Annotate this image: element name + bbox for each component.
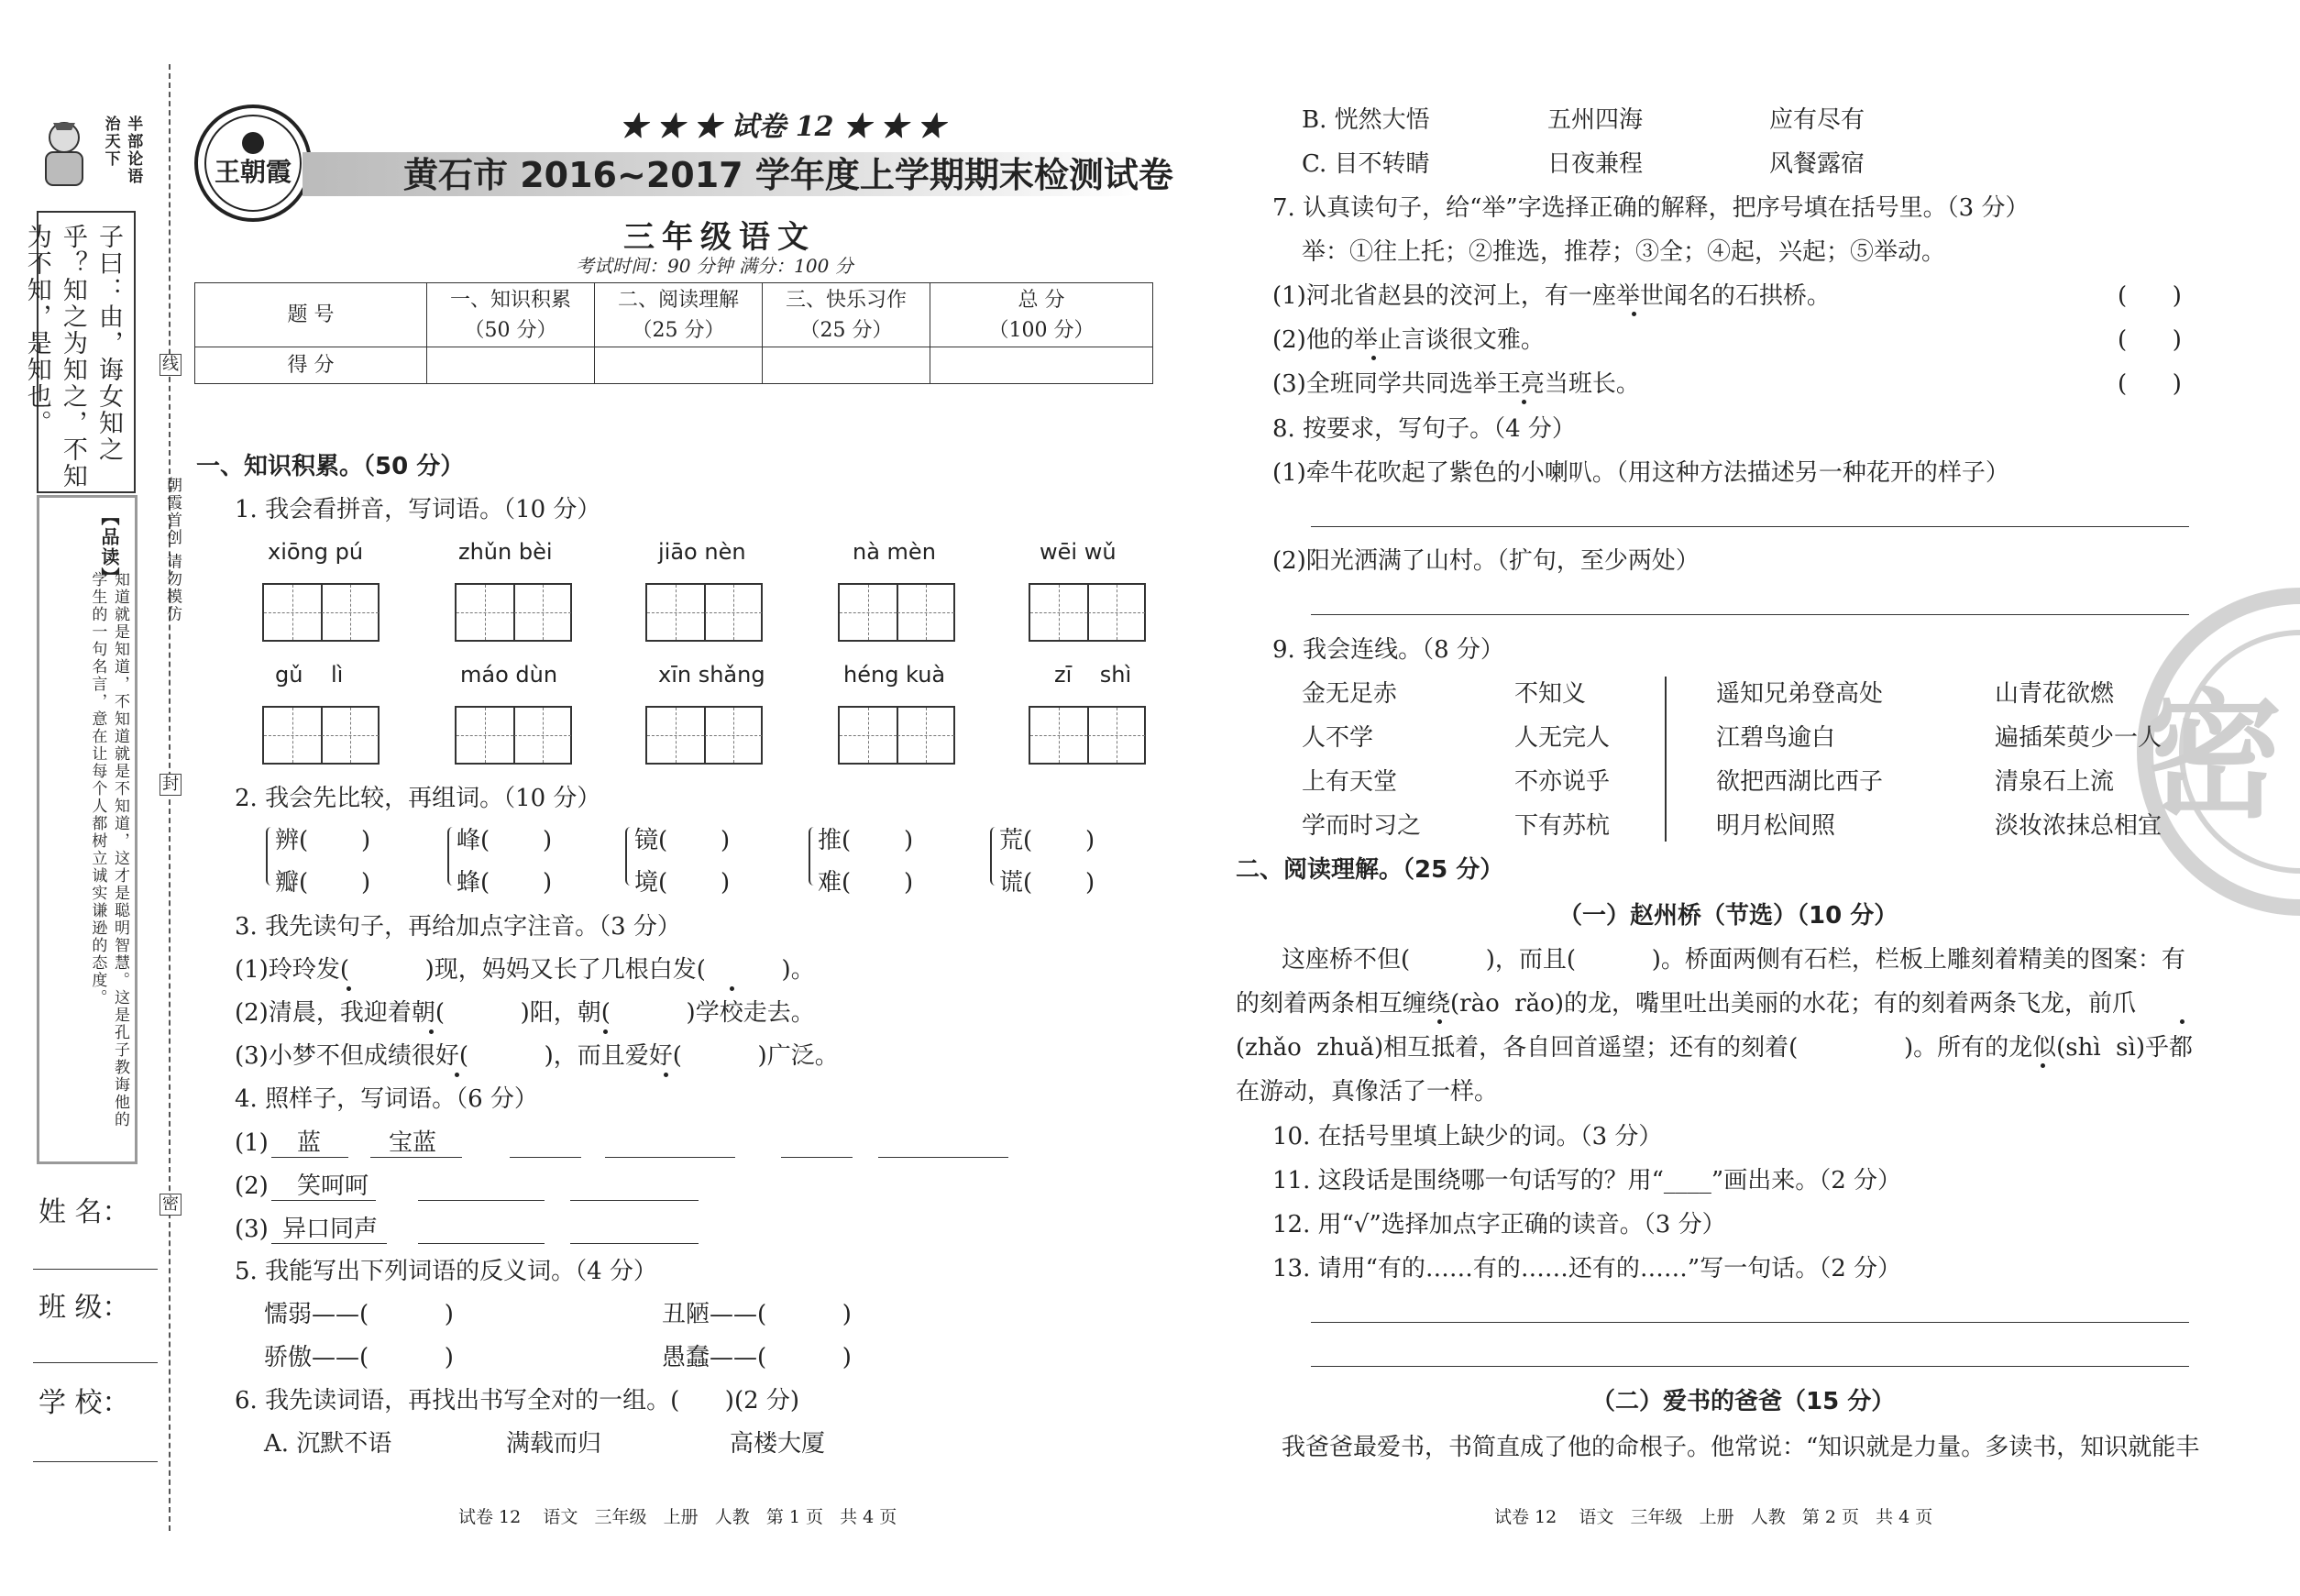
q13-answer-line-2[interactable] xyxy=(1311,1366,2189,1367)
q9-right-b-3: 清泉石上流 xyxy=(1995,768,2115,796)
writing-grid[interactable] xyxy=(455,706,572,765)
cut-mark-line: 线 xyxy=(160,354,182,376)
q4-answer-line[interactable] xyxy=(570,1243,699,1244)
q4-answer-line[interactable] xyxy=(781,1157,853,1158)
reading-text: 知道就是知道，不知道就是不知道，这才是聪明智慧。这是孔子教诲他的学生的一句名言，意在让每个人都树立诚实谦逊的态度。 xyxy=(88,571,129,1128)
q4-line xyxy=(271,1200,376,1201)
q9-left-b-1: 不知义 xyxy=(1514,680,1587,708)
q7-answer-2[interactable]: ( ) xyxy=(2118,326,2182,354)
writing-grid[interactable] xyxy=(1029,706,1146,765)
paper-number: ★ ★ ★ 试卷 12 ★ ★ ★ xyxy=(620,111,945,143)
q8-item-1: (1)牵牛花吹起了紫色的小喇叭。（用这种方法描述另一种花开的样子） xyxy=(1272,459,2009,487)
q2-pair-3a: 镜( ) xyxy=(634,827,731,854)
motto-badge-box xyxy=(33,112,145,204)
reading-2-line-1: 我爸爸最爱书，书简直成了他的命根子。他常说：“知识就是力量。多读书，知识就能丰 xyxy=(1282,1434,2200,1461)
q7-item-3: (3)全班同学共同选举王亮当班长。 xyxy=(1272,370,1640,398)
pinyin-3: jiāo nèn xyxy=(658,539,746,565)
q4-example-3: 笑呵呵 xyxy=(297,1172,369,1200)
q9-divider xyxy=(1665,677,1667,842)
q3-item-2: (2)清晨，我迎着朝( )阳，朝( )学校走去。 xyxy=(235,999,815,1027)
q4-prompt: 4. 照样子，写词语。（6 分） xyxy=(235,1085,538,1113)
score-col-sec3: 三、快乐习作 （25 分） xyxy=(763,283,930,347)
score-cell[interactable] xyxy=(595,347,763,384)
emphasis-dot xyxy=(664,1073,668,1077)
cut-mark-secret: 密 xyxy=(160,1194,182,1216)
q3-item-3: (3)小梦不但成绩很好( )，而且爱好( )广泛。 xyxy=(235,1042,839,1070)
score-row-label: 得 分 xyxy=(195,347,427,384)
q2-pair-2a: 峰( ) xyxy=(457,827,553,854)
score-col-sec2: 二、阅读理解 （25 分） xyxy=(595,283,763,347)
emphasis-dot xyxy=(2180,1019,2184,1024)
reading-2-title: （二）爱书的爸爸（15 分） xyxy=(1591,1388,1896,1415)
pinyin-2: zhǔn bèi xyxy=(458,539,553,565)
q9-left-a-3: 上有天堂 xyxy=(1302,768,1398,796)
emphasis-dot xyxy=(1371,356,1376,360)
exam-title: 黄石市 2016~2017 学年度上学期期末检测试卷 xyxy=(403,155,1173,195)
score-col-header: 题 号 xyxy=(195,283,427,347)
watermark-seal xyxy=(2026,587,2300,917)
exam-info: 考试时间：90 分钟 满分：100 分 xyxy=(576,255,853,277)
q2-pair-1a: 辨( ) xyxy=(275,827,371,854)
q9-left-a-4: 学而时习之 xyxy=(1302,812,1422,840)
q2-pair-4b: 难( ) xyxy=(818,869,914,897)
score-cell[interactable] xyxy=(763,347,930,384)
q9-right-a-4: 明月松间照 xyxy=(1716,812,1836,840)
q2-pair-5a: 荒( ) xyxy=(999,827,1095,854)
q6-prompt: 6. 我先读词语，再找出书写全对的一组。( )(2 分) xyxy=(235,1387,800,1414)
q9-right-b-2: 遍插茱萸少一人 xyxy=(1995,724,2162,752)
q9-left-a-2: 人不学 xyxy=(1302,724,1374,752)
brace xyxy=(266,827,275,886)
emphasis-dot xyxy=(603,1029,608,1034)
q11-prompt: 11. 这段话是围绕哪一句话写的？用“____”画出来。（2 分） xyxy=(1272,1167,1902,1194)
motto-badge: 半部论语 治天下 xyxy=(101,116,143,185)
q6-option-b-2: 五州四海 xyxy=(1547,106,1644,134)
q7-item-1: (1)河北省赵县的洨河上，有一座举世闻名的石拱桥。 xyxy=(1272,282,1831,310)
q2-pair-3b: 境( ) xyxy=(634,869,731,897)
section-1-heading: 一、知识积累。（50 分） xyxy=(196,453,465,480)
pinyin-1: xiōng pú xyxy=(268,539,364,565)
class-field[interactable] xyxy=(33,1362,158,1363)
q2-pair-5b: 谎( ) xyxy=(999,869,1095,897)
emphasis-dot xyxy=(455,1073,459,1077)
pinyin-7: máo dùn xyxy=(460,662,558,688)
emphasis-dot xyxy=(1437,1019,1442,1024)
q4-answer-line[interactable] xyxy=(605,1157,735,1158)
score-col-total: 总 分 （100 分） xyxy=(930,283,1153,347)
reading-1-title: （一）赵州桥（节选）（10 分） xyxy=(1558,902,1898,930)
name-field[interactable] xyxy=(33,1269,158,1270)
q13-answer-line-1[interactable] xyxy=(1311,1322,2189,1323)
q7-definitions: 举：①往上托；②推选，推荐；③全；④起，兴起；⑤举动。 xyxy=(1302,238,1946,266)
q4-line xyxy=(370,1157,462,1158)
quote-text: 子曰：由，诲女知之乎？知之为知之，不知为不知，是知也。 xyxy=(22,224,123,490)
q5-item-1: 懦弱——( ) xyxy=(264,1301,454,1328)
brand-logo-text: 王朝霞 xyxy=(215,157,292,187)
q2-pair-4a: 推( ) xyxy=(818,827,914,854)
brace xyxy=(990,827,999,886)
emphasis-dot xyxy=(730,986,734,991)
q4-answer-line[interactable] xyxy=(418,1243,545,1244)
q8-item-2: (2)阳光洒满了山村。（扩句，至少两处） xyxy=(1272,547,1700,575)
pinyin-9: héng kuà xyxy=(843,662,946,688)
copyright-note: 朝霞首创 请勿模仿 xyxy=(163,477,182,623)
class-label: 班 级： xyxy=(39,1292,130,1324)
q9-prompt: 9. 我会连线。（8 分） xyxy=(1272,636,1504,664)
right-footer: 试卷 12 语文 三年级 上册 人教 第 2 页 共 4 页 xyxy=(1494,1507,1933,1527)
q9-left-a-1: 金无足赤 xyxy=(1302,680,1398,708)
q2-prompt: 2. 我会先比较，再组词。（10 分） xyxy=(235,785,601,812)
q4-example-4: 异口同声 xyxy=(282,1216,379,1243)
q5-prompt: 5. 我能写出下列词语的反义词。（4 分） xyxy=(235,1258,657,1285)
writing-grid[interactable] xyxy=(1029,583,1146,642)
q13-prompt: 13. 请用“有的……有的……还有的……”写一句话。（2 分） xyxy=(1272,1255,1902,1282)
brace xyxy=(625,827,634,886)
q5-item-4: 愚蠢——( ) xyxy=(662,1344,852,1371)
quote-box xyxy=(22,211,136,493)
watermark-seal-glyph: 密 xyxy=(2145,676,2283,837)
q6-option-c-2: 日夜兼程 xyxy=(1547,150,1644,178)
q1-prompt: 1. 我会看拼音，写词语。（10 分） xyxy=(235,496,601,523)
q9-left-b-2: 人无完人 xyxy=(1514,724,1611,752)
q4-example-1: 蓝 xyxy=(297,1129,322,1157)
q4-answer-line[interactable] xyxy=(570,1200,699,1201)
section-2-heading: 二、阅读理解。（25 分） xyxy=(1236,856,1504,884)
subject-title: 三年级语文 xyxy=(623,219,816,256)
q9-left-b-4: 下有苏杭 xyxy=(1514,812,1611,840)
reading-box xyxy=(37,495,138,1164)
q4-answer-line[interactable] xyxy=(878,1157,1008,1158)
brace xyxy=(447,827,457,886)
writing-grid[interactable] xyxy=(645,583,763,642)
q9-right-a-1: 遥知兄弟登高处 xyxy=(1716,680,1884,708)
q5-item-2: 丑陋——( ) xyxy=(662,1301,852,1328)
fold-line xyxy=(169,64,171,1531)
q7-answer-1[interactable]: ( ) xyxy=(2118,282,2182,310)
score-col-sec1: 一、知识积累 （50 分） xyxy=(427,283,595,347)
brand-logo xyxy=(193,103,314,224)
writing-grid[interactable] xyxy=(838,706,955,765)
brace xyxy=(809,827,818,886)
q4-item-3: (3) xyxy=(235,1216,269,1243)
q4-item-1: (1) xyxy=(235,1129,269,1157)
pinyin-4: nà mèn xyxy=(853,539,936,565)
q2-pair-2b: 蜂( ) xyxy=(457,869,553,897)
q6-option-a-3: 高楼大厦 xyxy=(730,1430,826,1458)
q8-answer-line-1[interactable] xyxy=(1311,526,2189,527)
score-cell[interactable] xyxy=(930,347,1153,384)
q6-option-c-3: 风餐露宿 xyxy=(1769,150,1865,178)
confucius-avatar xyxy=(37,117,92,191)
score-cell[interactable] xyxy=(427,347,595,384)
q10-prompt: 10. 在括号里填上缺少的词。（3 分） xyxy=(1272,1123,1663,1150)
name-label: 姓 名： xyxy=(39,1196,130,1228)
q4-answer-line[interactable] xyxy=(418,1200,545,1201)
q9-right-a-3: 欲把西湖比西子 xyxy=(1716,768,1884,796)
reading-1-line-4: 在游动，真像活了一样。 xyxy=(1236,1078,1499,1106)
q9-left-b-3: 不亦说乎 xyxy=(1514,768,1611,796)
writing-grid[interactable] xyxy=(262,706,380,765)
emphasis-dot xyxy=(1632,312,1636,316)
q4-line xyxy=(271,1157,348,1158)
q7-answer-3[interactable]: ( ) xyxy=(2118,370,2182,398)
q4-example-2: 宝蓝 xyxy=(389,1129,437,1157)
q4-answer-line[interactable] xyxy=(510,1157,581,1158)
q6-option-b-3: 应有尽有 xyxy=(1769,106,1865,134)
q3-item-1: (1)玲玲发( )现，妈妈又长了几根白发( )。 xyxy=(235,956,815,984)
q3-prompt: 3. 我先读句子，再给加点字注音。（3 分） xyxy=(235,913,681,941)
q9-right-b-4: 淡妆浓抹总相宜 xyxy=(1995,812,2162,840)
reading-1-line-3: (zhǎo zhuǎ)相互抵着，各自回首遥望；还有的刻着( )。所有的龙似(shì sì)乎都 xyxy=(1236,1034,2193,1062)
reading-label: 【品读】 xyxy=(98,507,120,588)
q12-prompt: 12. 用“√”选择加点字正确的读音。（3 分） xyxy=(1272,1211,1726,1238)
emphasis-dot xyxy=(347,986,351,991)
pinyin-6: gǔ lì xyxy=(275,662,344,688)
cut-mark-seal: 封 xyxy=(160,774,182,796)
school-field[interactable] xyxy=(33,1461,158,1462)
q6-option-a-2: 满载而归 xyxy=(506,1430,602,1458)
writing-grid[interactable] xyxy=(645,706,763,765)
left-footer: 试卷 12 语文 三年级 上册 人教 第 1 页 共 4 页 xyxy=(458,1507,897,1527)
reading-1-line-1: 这座桥不但( )，而且( )。桥面两侧有石栏，栏板上雕刻着精美的图案：有 xyxy=(1282,946,2185,974)
q4-line xyxy=(271,1243,387,1244)
score-table xyxy=(194,282,1153,384)
emphasis-dot xyxy=(2041,1063,2045,1068)
q9-right-b-1: 山青花欲燃 xyxy=(1995,680,2115,708)
q6-option-c-1: C. 目不转睛 xyxy=(1302,150,1430,178)
q8-prompt: 8. 按要求，写句子。（4 分） xyxy=(1272,415,1576,443)
reading-1-line-2: 的刻着两条相互缠绕(rào rǎo)的龙，嘴里吐出美丽的水花；有的刻着两条飞龙，前爪 xyxy=(1236,990,2136,1018)
q5-item-3: 骄傲——( ) xyxy=(264,1344,454,1371)
writing-grid[interactable] xyxy=(838,583,955,642)
q6-option-a-1: A. 沉默不语 xyxy=(264,1430,392,1458)
pinyin-8: xīn shǎng xyxy=(658,662,765,688)
emphasis-dot xyxy=(429,1029,434,1034)
q7-item-2: (2)他的举止言谈很文雅。 xyxy=(1272,326,1545,354)
emphasis-dot xyxy=(1522,400,1526,404)
school-label: 学 校： xyxy=(39,1387,130,1419)
q2-pair-1b: 瓣( ) xyxy=(275,869,371,897)
writing-grid[interactable] xyxy=(262,583,380,642)
q4-item-2: (2) xyxy=(235,1172,269,1200)
q9-right-a-2: 江碧鸟逾白 xyxy=(1716,724,1836,752)
q7-prompt: 7. 认真读句子，给“举”字选择正确的解释，把序号填在括号里。（3 分） xyxy=(1272,194,2030,222)
q6-option-b-1: B. 恍然大悟 xyxy=(1302,106,1430,134)
writing-grid[interactable] xyxy=(455,583,572,642)
pinyin-5: wēi wǔ xyxy=(1040,539,1117,565)
pinyin-10: zī shì xyxy=(1054,662,1132,688)
